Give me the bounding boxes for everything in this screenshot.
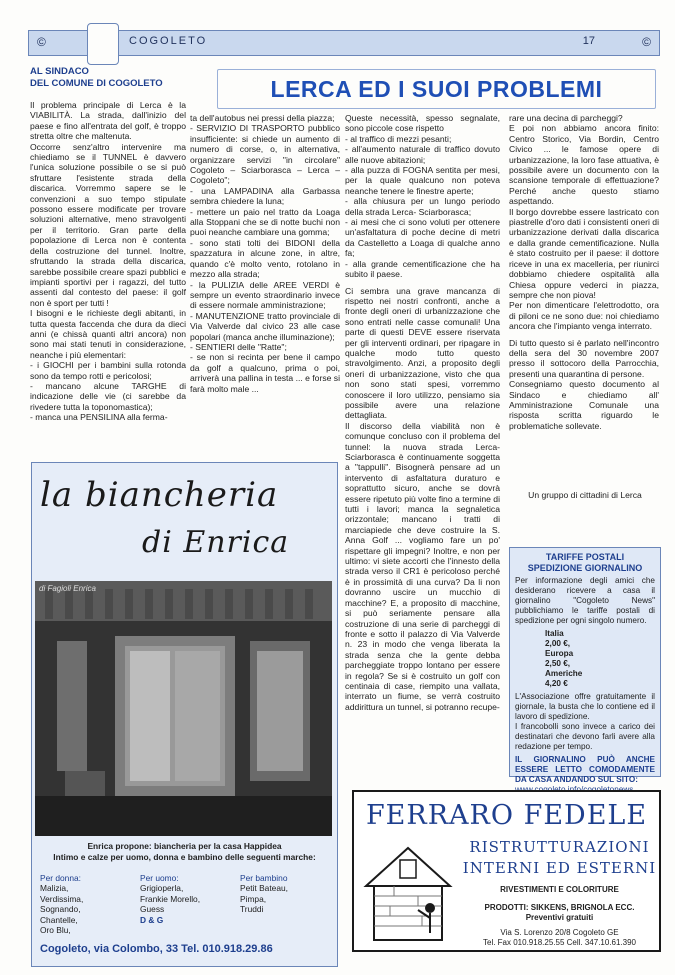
postal-rates-box bbox=[509, 547, 661, 784]
brands-uomo-heading: Per uomo: bbox=[140, 873, 179, 883]
paragraph: - manca una PENSILINA alla ferma- bbox=[30, 412, 168, 423]
paragraph: - se non si recinta per bene il campo da golf a qualcuno, prima o poi, arriverà una pallina in testa ... e forse si farà molto male ... bbox=[190, 352, 340, 394]
price-row bbox=[545, 649, 655, 669]
postal-rates-title-2: SPEDIZIONE GIORNALINO bbox=[527, 563, 643, 573]
paragraph: Per non dimenticare l'elettrodotto, ora di piloni ce ne sono due: noi chiediamo ancora che l'impianto venga interrato. bbox=[509, 300, 659, 332]
paragraph: Ci sembra una grave mancanza di rispetto nei nostri confronti, anche a fronte degli oneri di urbanizzazione che sono entrati nelle casse comunali! Una parte di questi DEVE essere riservata per gli interventi ordinari, per ripagare in qualche modo tutto questo stravolgimento. Anzi, a proposito degli oneri di urbanizzazione, visto che qua non sono stati spesi, vorremmo conoscere il loro utilizzo, pensiamo sia possibile avere una relazione dettagliata. bbox=[345, 285, 500, 421]
paragraph: - mancano alcune TARGHE di indicazione delle vie (ci sarebbe da rivedere tutta la toponomastica); bbox=[30, 380, 186, 412]
painter-house-icon bbox=[360, 838, 456, 944]
brand-lists bbox=[40, 873, 340, 936]
paragraph: I bisogni e le richieste degli abitanti, in tutta questa faccenda che dura da dieci anni (e chissà quanti altri ancora) non sono mai stati tenuti in considerazione, neanche i più elementari: bbox=[30, 308, 186, 360]
paragraph: - ai mesi che ci sono voluti per ottenere un'asfaltatura di poche decine di metri da Castelletto a Loaga di qualche anno fa; bbox=[345, 217, 500, 259]
page-header bbox=[28, 30, 660, 56]
postal-rates-title-1: TARIFFE POSTALI bbox=[545, 552, 625, 562]
brands-bambino-heading: Per bambino bbox=[240, 873, 288, 883]
shop-window-photo bbox=[35, 581, 332, 836]
brands-uomo bbox=[140, 873, 200, 925]
list-item: Pimpa, bbox=[240, 893, 267, 904]
page-number: 17 bbox=[582, 35, 595, 47]
company-name: FERRARO FEDELE bbox=[365, 800, 648, 831]
company-phone: Tel. Fax 010.918.25.55 Cell. 347.10.61.390 bbox=[483, 938, 636, 947]
list-item: Verdissima, bbox=[40, 893, 84, 904]
brands-donna bbox=[40, 873, 83, 935]
paragraph: Queste necessità, spesso segnalate, sono piccole cose rispetto bbox=[345, 113, 500, 134]
postal-rates-website-note: IL GIORNALINO PUÒ ANCHE ESSERE LETTO COMODAMENTE DA CASA ANDANDO SUL SITO: bbox=[515, 755, 655, 784]
addressee-line-2: DEL COMUNE DI COGOLETO bbox=[30, 78, 163, 89]
price-value: 4,20 € bbox=[545, 679, 568, 688]
list-item: Grigioperla, bbox=[140, 883, 184, 894]
ad-description-line-2: Intimo e calze per uomo, donna e bambino delle seguenti marche: bbox=[53, 852, 316, 862]
addressee bbox=[30, 66, 190, 90]
biancheria-advertisement bbox=[31, 462, 338, 967]
price-row bbox=[545, 629, 655, 649]
paragraph: - mettere un paio nel tratto da Loaga alla Stoppani che se di notte buchi non puoi neanche cambiare una gomma; bbox=[190, 206, 340, 238]
postal-rates-note-1: L'Associazione offre gratuitamente il giornale, la busta che lo contiene ed il lavoro di spedizione. bbox=[515, 692, 655, 721]
paragraph: E poi non abbiamo ancora finito: Centro Storico, Via Bordin, Centro Civico ... le famose opere di urbanizzazione, la loro fase attuativa, è possibile avere un documento con la scansione temporale di effettuazione? Perché anche questo stiamo aspettando. bbox=[509, 123, 659, 207]
paragraph: - una LAMPADINA alla Garbassa sembra chiedere la luna; bbox=[190, 185, 340, 207]
list-item: Chantelle, bbox=[40, 914, 78, 925]
paragraph: Il borgo dovrebbe essere lastricato con piastrelle d'oro dati i consistenti oneri di urbanizzazione derivati dalla discarica e dalla grande cementificazione. Nulla è stato costruito per il paese: il dottore riceve in una ex macelleria, per riunirci dobbiamo chiedere ospitalità alla Chiesa oppure vederci in piazza, sempre che non piova! bbox=[509, 206, 659, 300]
list-item: Malizia, bbox=[40, 883, 69, 894]
price-place: Europa bbox=[545, 649, 574, 658]
price-place: Americhe bbox=[545, 669, 583, 678]
paragraph: - al traffico di mezzi pesanti; bbox=[345, 133, 452, 144]
brands-bambino bbox=[240, 873, 288, 915]
paragraph: Occorre senz'altro intervenire ma chiediamo se il TUNNEL è davvero l'unica soluzione possibile o se si può sfruttare l'esistente strada della discarica. Vorremmo sapere se le convenzioni a suo tempo stipulate possono essere modificate per trovare soluzioni alternative, meno stravolgenti per il territorio. Gran parte della popolazione di Lerca non è contenta della costruzione del tunnel. Inoltre, sfruttando la strada della discarica, sarebbe possibile creare spazi pubblici e impianti sportivi per i ragazzi, del tutto assenti dal contesto del paese: il golf non è sport per tutti ! bbox=[30, 141, 186, 308]
ad-description-line-1: Enrica propone: biancheria per la casa Happidea bbox=[87, 841, 282, 851]
price-value: 2,00 €, bbox=[545, 639, 571, 648]
paragraph: - alla chiusura per un lungo periodo della strada Lerca- Sciarborasca; bbox=[345, 196, 500, 217]
header-title: COGOLETO bbox=[129, 35, 208, 47]
list-item: Oro Blu, bbox=[40, 925, 71, 936]
copyright-symbol-right: © bbox=[642, 35, 651, 49]
paragraph: ta dell'autobus nei pressi della piazza; bbox=[190, 113, 335, 123]
paragraph: - i GIOCHI per i bambini sulla rotonda sono da tempo rotti e pericolosi; bbox=[30, 360, 186, 381]
addressee-line-1: AL SINDACO bbox=[30, 66, 89, 77]
service-line-2: INTERNI ED ESTERNI bbox=[462, 859, 657, 877]
service-line-3: RIVESTIMENTI E COLORITURE bbox=[500, 885, 619, 894]
paragraph: Consegniamo questo documento al Sindaco e chiediamo all' Amministrazione Comunale una risposta scritta riguardo le problematiche sollevate. bbox=[509, 379, 659, 431]
paragraph: - MANUTENZIONE tratto provinciale di Via Valverde dal civico 23 alle case popolari (manca anche illuminazione); bbox=[190, 310, 340, 342]
price-place: Italia bbox=[545, 629, 564, 638]
postal-rates-intro: Per informazione degli amici che desiderano ricevere a casa il giornalino "Cogoleto News" pubblichiamo le tariffe postali di spedizione per ogni singolo numero. bbox=[515, 576, 655, 625]
paragraph: - la PULIZIA delle AREE VERDI è sempre un evento straordinario invece di essere normale amministrazione; bbox=[190, 279, 340, 311]
paragraph: rare una decina di parcheggi? bbox=[509, 113, 623, 123]
paragraph: - alla puzza di FOGNA sentita per mesi, per la quale qualcuno non poteva neanche tenere le finestre aperte; bbox=[345, 165, 500, 196]
paragraph: - alla grande cementificazione che ha subito il paese. bbox=[345, 258, 500, 280]
price-list bbox=[545, 629, 655, 689]
list-item: Truddi bbox=[240, 904, 264, 915]
header-tab-decoration bbox=[87, 23, 119, 65]
shop-window-illustration bbox=[35, 581, 332, 836]
list-item: Petit Bateau, bbox=[240, 883, 288, 894]
article-headline: LERCA ED I SUOI PROBLEMI bbox=[217, 69, 656, 109]
paragraph: - SERVIZIO DI TRASPORTO pubblico insufficiente: si chiede un aumento di numero di corse, o, in alternativa, organizzare servizi "in circolare" Cogoleto – Sciarborasca – Lerca – Cogoleto"; bbox=[190, 123, 340, 186]
shop-sign-text: di Fagioli Enrica bbox=[39, 584, 96, 593]
article-column-3 bbox=[345, 113, 500, 712]
list-item: Guess bbox=[140, 904, 165, 915]
price-row bbox=[545, 669, 655, 689]
products-line: PRODOTTI: SIKKENS, BRIGNOLA ECC. bbox=[484, 903, 635, 912]
ad-script-title-2: di Enrica bbox=[142, 525, 290, 560]
shop-address: Cogoleto, via Colombo, 33 Tel. 010.918.29.86 bbox=[40, 943, 273, 955]
ad-script-title-1: la biancheria bbox=[40, 475, 279, 515]
price-value: 2,50 €, bbox=[545, 659, 571, 668]
company-address: Via S. Lorenzo 20/8 Cogoleto GE bbox=[500, 928, 619, 937]
paragraph: - SENTIERI delle "Ratte"; bbox=[190, 341, 287, 352]
brands-donna-heading: Per donna: bbox=[40, 873, 81, 883]
postal-rates-title bbox=[510, 552, 660, 574]
postal-rates-body bbox=[510, 574, 660, 797]
quotes-line: Preventivi gratuiti bbox=[525, 913, 594, 922]
article-column-2 bbox=[190, 113, 340, 394]
paragraph: Il problema principale di Lerca è la VIABILITÀ. La strada, dall'inizio del paese e fino all'entrata del golf, è troppo stretta oltre che maltenuta. bbox=[30, 100, 186, 142]
list-item: Frankie Morello, bbox=[140, 893, 201, 904]
list-item: Sognando, bbox=[40, 904, 81, 915]
ad-description bbox=[32, 841, 337, 863]
paragraph: - all'aumento naturale di traffico dovuto alle nuove abitazioni; bbox=[345, 144, 500, 165]
paragraph: - sono stati tolti dei BIDONI della spazzatura in alcune zone, in altre, quando c'è molto vento, rotolano in mezzo alla strada; bbox=[190, 237, 340, 280]
postal-rates-note-2: I francobolli sono invece a carico dei destinatari che devono farli avere alla redazione per tempo. bbox=[515, 722, 655, 751]
paragraph: Di tutto questo si è parlato nell'incontro della sera del 30 novembre 2007 presso il sottocoro della Parrocchia, presenti una quarantina di persone. bbox=[509, 337, 659, 379]
article-column-4 bbox=[509, 113, 659, 431]
copyright-symbol-left: © bbox=[37, 35, 46, 49]
article-signature: Un gruppo di cittadini di Lerca bbox=[528, 490, 642, 500]
article-column-1 bbox=[30, 100, 186, 423]
service-line-1: RISTRUTTURAZIONI bbox=[469, 838, 650, 856]
paragraph: Il discorso della viabilità non è comunque concluso con il problema del tunnel: la nuova strada Lerca-Sciarborasca è continuamente soggetta a "tappulli". Bisognerà pensare ad un intervento di asfaltatura duraturo e soprattutto sicuro, anche se dovrà essere ripetuto più volte fino a termine di tutti i lavori; manca la segnaletica orizzontale; mancano i tratti di marciapiede che deve costruire la S. Anna Golf ... vogliamo fare un po' rispettare gli impegni? Inoltre, e non per ultimo: vi siete accorti che l'innesto della strada verso il CR1 è pericoloso perché è in prossimità di una curva? Da li non dovranno uscire un mucchio di macchine? E, a proposito di macchine, si può seriamente pensare alla costruzione di una serie di parcheggi di fronte e sotto il palazzo di Via Valverde n. 23 in modo che venga liberata la strada senza che la gente debba parcheggiate troppo lontano per essere in regola? Se si è costruito un golf con centinaia di case, riempito una vallata, interrato un fiume, se verrà costruito addirittura un tunnel, si potranno recupe- bbox=[345, 420, 500, 712]
list-item: D & G bbox=[140, 914, 164, 925]
ferraro-advertisement bbox=[352, 790, 661, 952]
